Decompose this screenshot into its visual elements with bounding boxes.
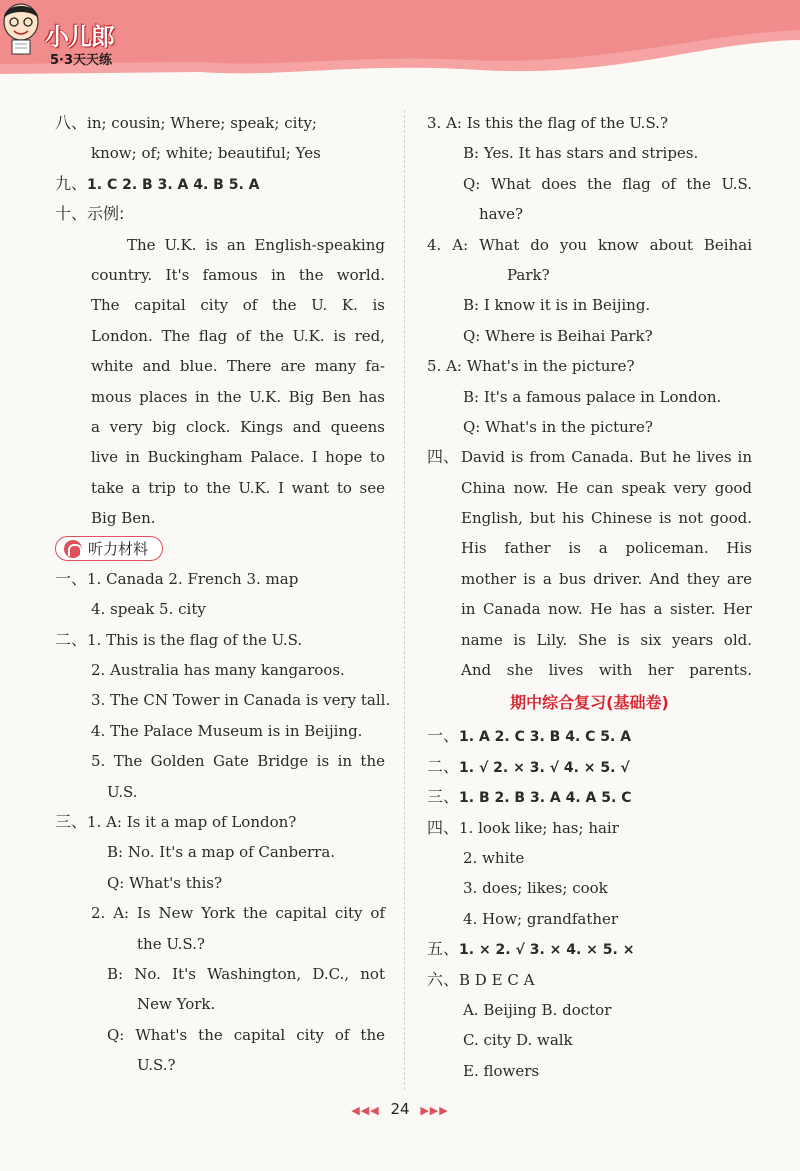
listening-3-line: B: No. It's a map of Canberra. (107, 843, 336, 862)
essay-line: mous places in the U.K. Big Ben has (91, 387, 385, 406)
section-label: 二、 (427, 756, 460, 776)
listening-4-line: English, but his Chinese is not good. (461, 509, 752, 528)
essay-line: take a trip to the U.K. I want to see (91, 478, 385, 497)
section-label: 二、 (55, 629, 88, 649)
listening-3-line: 5. A: What's in the picture? (427, 357, 635, 376)
essay-line: country. It's famous in the world. (91, 265, 385, 284)
answer-9: 九、1. C 2. B 3. A 4. B 5. A (55, 173, 260, 193)
section-label: 五、 (427, 939, 460, 959)
essay-line: The U.K. is an English-speaking (127, 235, 385, 254)
essay-line: Big Ben. (91, 509, 156, 528)
section-label: 八、 (55, 113, 88, 132)
listening-3-line: Q: What's the capital city of the (107, 1025, 385, 1044)
listening-3-line: B: Yes. It has stars and stripes. (463, 144, 699, 163)
left-arrows-icon: ◀◀◀ (351, 1104, 380, 1117)
section-label: 四、 (427, 447, 460, 467)
listening-3-line: 3. A: Is this the flag of the U.S.? (427, 114, 668, 132)
section-label: 九、 (55, 173, 88, 193)
answer-10-heading: 十、示例: (55, 204, 125, 224)
section-label: 四、 (427, 817, 460, 837)
listening-1-line1: 一、1. Canada 2. French 3. map (55, 568, 299, 588)
section-label: 一、 (427, 726, 460, 746)
section-label: 十、 (55, 204, 88, 224)
essay-line: a very big clock. Kings and queens (91, 417, 385, 436)
listening-3-line: 4. A: What do you know about Beihai (427, 235, 752, 254)
answer-8-line2: know; of; white; beautiful; Yes (91, 144, 321, 163)
listening-3-line: New York. (137, 995, 216, 1014)
listening-3-line: Q: What's in the picture? (463, 417, 653, 436)
essay-line: live in Buckingham Palace. I hope to (91, 448, 385, 467)
listening-3-line: B: It's a famous palace in London. (463, 387, 722, 406)
right-column (427, 108, 752, 1086)
listening-2-item: 5. The Golden Gate Bridge is in the (91, 752, 385, 771)
header-band (0, 0, 800, 80)
listening-3-line: Q: Where is Beihai Park? (463, 326, 653, 345)
column-divider (404, 110, 405, 1090)
listening-3-line: Park? (507, 265, 550, 284)
page-number: 24 (390, 1100, 410, 1118)
listening-4-line: in Canada now. He has a sister. Her (461, 600, 752, 619)
listening-badge: 听力材料 (55, 536, 163, 561)
listening-3-line: B: I know it is in Beijing. (463, 296, 651, 315)
essay-line: white and blue. There are many fa- (91, 357, 385, 376)
listening-1-line2: 4. speak 5. city (91, 600, 206, 619)
listening-3-line: have? (479, 205, 523, 224)
listening-3-line: 三、1. A: Is it a map of London? (55, 811, 297, 831)
section-label: 三、 (427, 787, 460, 807)
listening-3-line: 2. A: Is New York the capital city of (91, 904, 385, 923)
listening-4-line: And she lives with her parents. (461, 661, 752, 680)
review-answer: 六、B D E C A (427, 969, 535, 989)
listening-2-item: 3. The CN Tower in Canada is very tall. (91, 691, 391, 710)
brand-logo: 小儿郎 (45, 23, 114, 51)
brand-subtitle: 5·3天天练 (50, 53, 113, 68)
review-section-title: 期中综合复习(基础卷) (510, 693, 669, 713)
listening-3-line: Q: What's this? (107, 873, 222, 892)
review-answer: 五、1. × 2. √ 3. × 4. × 5. × (427, 939, 635, 959)
right-arrows-icon: ▶▶▶ (420, 1104, 449, 1117)
section-label: 六、 (427, 969, 460, 989)
review-answer: 2. white (463, 848, 525, 867)
listening-4-line: name is Lily. She is six years old. (461, 630, 752, 649)
page-footer (0, 1100, 800, 1118)
review-answer: 二、1. √ 2. × 3. √ 4. × 5. √ (427, 756, 630, 776)
listening-header (55, 533, 385, 563)
listening-3-line: B: No. It's Washington, D.C., not (107, 964, 385, 983)
listening-4-line: 四、 David is from Canada. But he lives in (427, 442, 752, 472)
listening-3-line: U.S.? (137, 1056, 176, 1075)
review-answer: C. city D. walk (463, 1031, 573, 1050)
review-answer: E. flowers (463, 1061, 540, 1080)
left-column (55, 108, 391, 1081)
listening-4-line: mother is a bus driver. And they are (461, 569, 752, 588)
listening-2-item: 二、1. This is the flag of the U.S. (55, 629, 303, 649)
review-answer: 4. How; grandfather (463, 909, 619, 928)
review-answer: 3. does; likes; cook (463, 879, 608, 898)
review-answer: 四、1. look like; has; hair (427, 817, 619, 837)
answer-8-line1: 八、in; cousin; Where; speak; city; (55, 113, 317, 132)
listening-3-line: the U.S.? (137, 934, 205, 953)
essay-line: The capital city of the U. K. is (91, 296, 385, 315)
review-answer: 三、1. B 2. B 3. A 4. A 5. C (427, 787, 632, 807)
page-header (0, 0, 800, 80)
listening-4-line: China now. He can speak very good (461, 478, 752, 497)
essay-line: London. The flag of the U.K. is red, (91, 326, 385, 345)
listening-2-item: U.S. (107, 782, 138, 801)
listening-3-line: Q: What does the flag of the U.S. (463, 174, 752, 193)
listening-2-item: 2. Australia has many kangaroos. (91, 661, 345, 680)
listening-2-item: 4. The Palace Museum is in Beijing. (91, 721, 363, 740)
review-answer: 一、1. A 2. C 3. B 4. C 5. A (427, 726, 632, 746)
review-answer: A. Beijing B. doctor (463, 1000, 612, 1019)
section-label: 三、 (55, 811, 88, 831)
headphones-icon (64, 540, 82, 558)
section-label: 一、 (55, 568, 88, 588)
listening-4-line: His father is a policeman. His (461, 539, 752, 558)
mascot-icon (0, 0, 42, 56)
